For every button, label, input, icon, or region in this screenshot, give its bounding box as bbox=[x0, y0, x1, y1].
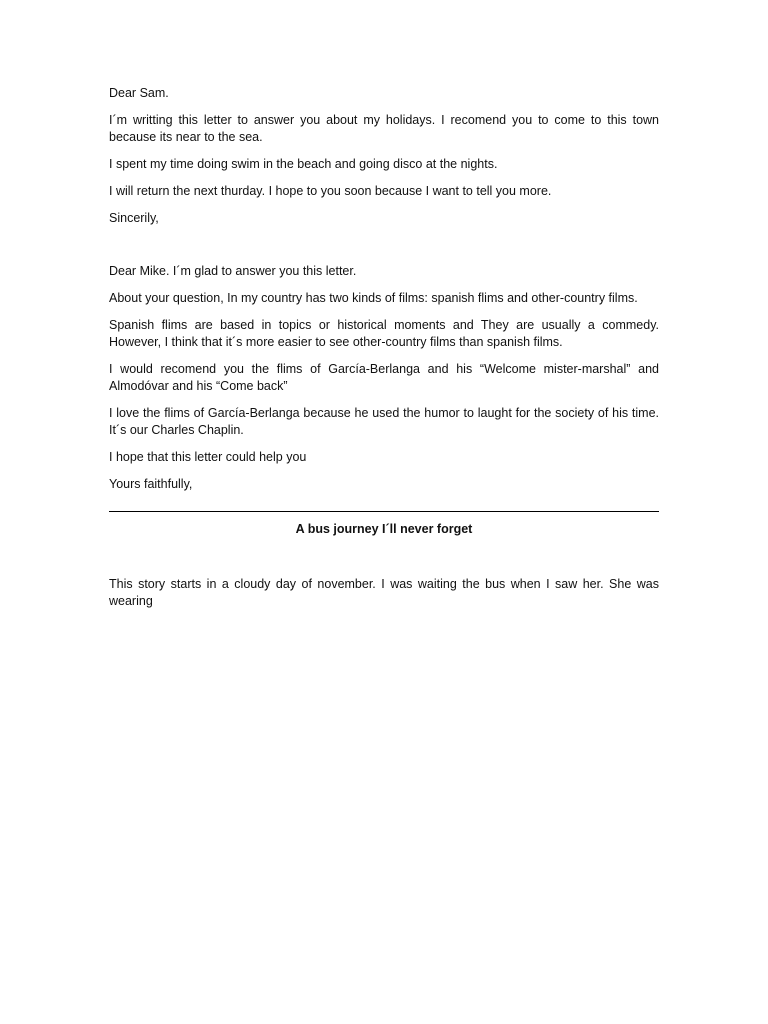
story-title: A bus journey I´ll never forget bbox=[295, 522, 473, 536]
letter2-paragraph-4: I love the flims of García-Berlanga because he used the humor to laught for the society of his time. It´s our Charles Chaplin. bbox=[109, 406, 659, 437]
letter2-paragraph-5: I hope that this letter could help you bbox=[109, 450, 307, 464]
document-page bbox=[109, 85, 659, 620]
letter1-paragraph-3: I will return the next thurday. I hope to you soon because I want to tell you more. bbox=[109, 184, 552, 198]
letter1-paragraph-1: I´m writting this letter to answer you about my holidays. I recomend you to come to this town because its near to the sea. bbox=[109, 113, 659, 144]
letter2-paragraph-1: About your question, In my country has two kinds of films: spanish flims and other-country films. bbox=[109, 291, 638, 305]
letter2-greeting: Dear Mike. I´m glad to answer you this letter. bbox=[109, 264, 357, 278]
story-paragraph: This story starts in a cloudy day of november. I was waiting the bus when I saw her. She was wearing bbox=[109, 577, 659, 608]
letter2-paragraph-3: I would recomend you the flims of García-Berlanga and his “Welcome mister-marshal” and Almodóvar and his “Come back” bbox=[109, 362, 659, 393]
letter2-paragraph-2: Spanish flims are based in topics or historical moments and They are usually a commedy. However, I think that it´s more easier to see other-country films than spanish films. bbox=[109, 318, 659, 349]
letter-to-sam bbox=[109, 85, 659, 227]
letter1-closing: Sincerily, bbox=[109, 211, 159, 225]
section-divider bbox=[109, 511, 659, 512]
letter1-greeting: Dear Sam. bbox=[109, 86, 169, 100]
letter-to-mike bbox=[109, 263, 659, 493]
letter2-closing: Yours faithfully, bbox=[109, 477, 193, 491]
story-section bbox=[109, 521, 659, 610]
letter1-paragraph-2: I spent my time doing swim in the beach and going disco at the nights. bbox=[109, 157, 498, 171]
